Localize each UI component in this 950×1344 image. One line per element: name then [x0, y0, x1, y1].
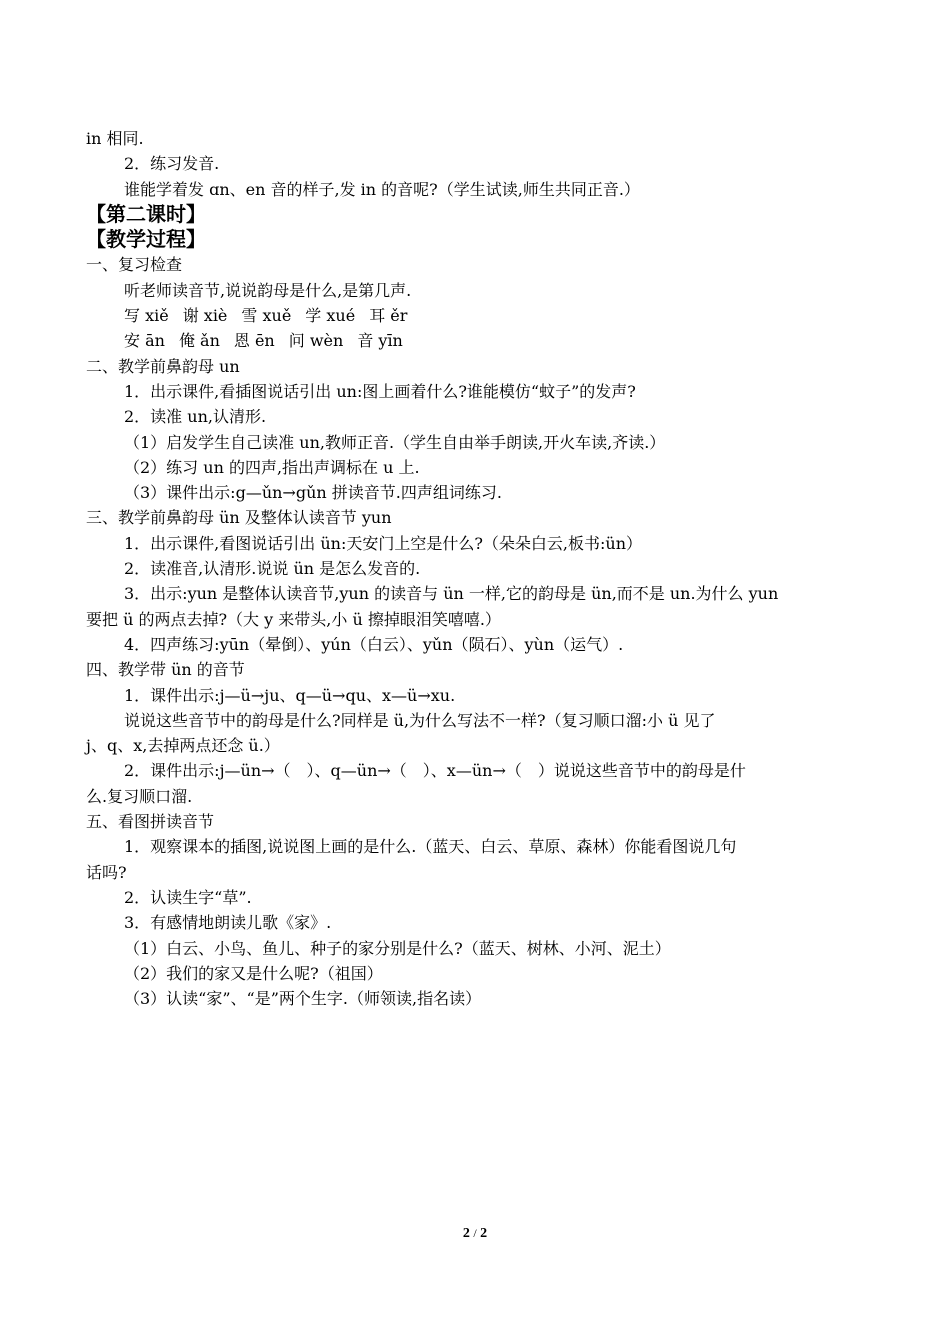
subsection-title: 五、看图拼读音节 [86, 812, 215, 832]
text-line: 要把 ü 的两点去掉?（大 y 来带头,小 ü 擦掉眼泪笑嘻嘻.） [86, 609, 501, 629]
text-line: 2．课件出示:j—ün→（ ）、q—ün→（ ）、x—ün→（ ）说说这些音节中的韵母是什 [124, 761, 746, 781]
text-line: 3．出示:yun 是整体认读音节,yun 的读音与 ün 一样,它的韵母是 ün,而不是 un.为什么 yun [124, 584, 779, 604]
page-number [0, 1226, 950, 1242]
document-body [86, 126, 864, 1011]
text-line: （3）课件出示:g—ǔn→gǔn 拼读音节.四声组词练习. [124, 483, 502, 503]
text-line: 4．四声练习:yūn（晕倒）、yún（白云）、yǔn（陨石）、yùn（运气）. [124, 634, 624, 654]
pinyin-item: 耳 ěr [369, 306, 408, 326]
text-line: 么.复习顺口溜. [86, 786, 193, 806]
subsection-title: 四、教学带 ün 的音节 [86, 660, 245, 680]
section-heading: 【第二课时】 [86, 201, 206, 226]
subsection-title: 二、教学前鼻韵母 un [86, 356, 240, 376]
pinyin-item: 安 ān [124, 331, 165, 351]
current-page: 2 [462, 1226, 470, 1241]
text-line: 2．读准音,认清形.说说 ün 是怎么发音的. [124, 559, 421, 579]
text-line: 谁能学着发 ɑn、en 音的样子,发 in 的音呢?（学生试读,师生共同正音.） [124, 179, 640, 199]
pinyin-item: 音 yīn [357, 331, 403, 351]
pinyin-row-1 [86, 303, 864, 328]
pinyin-item: 雪 xuě [241, 306, 292, 326]
text-line: 2．练习发音. [124, 154, 220, 174]
text-line: 2．读准 un,认清形. [124, 407, 267, 427]
pinyin-item: 谢 xiè [182, 306, 228, 326]
text-line: j、q、x,去掉两点还念 ü.） [86, 736, 280, 756]
subsection-title: 一、复习检查 [86, 255, 183, 275]
text-line: 说说这些音节中的韵母是什么?同样是 ü,为什么写法不一样?（复习顺口溜:小 ü 见了 [124, 710, 716, 730]
text-line: （2）练习 un 的四声,指出声调标在 u 上. [124, 457, 420, 477]
text-line: 听老师读音节,说说韵母是什么,是第几声. [124, 280, 412, 300]
pinyin-item: 俺 ǎn [178, 331, 220, 351]
text-line: 1．出示课件,看图说话引出 ün:天安门上空是什么?（朵朵白云,板书:ün） [124, 533, 643, 553]
text-line: 2．认读生字“草”. [124, 887, 252, 907]
text-line: （3）认读“家”、“是”两个生字.（师领读,指名读） [124, 989, 482, 1009]
text-line: 1．观察课本的插图,说说图上画的是什么.（蓝天、白云、草原、森林）你能看图说几句 [124, 837, 737, 857]
pinyin-item: 恩 ēn [233, 331, 275, 351]
pinyin-row-2 [86, 328, 864, 353]
section-heading: 【教学过程】 [86, 227, 206, 252]
page-separator: / [473, 1226, 477, 1240]
total-pages: 2 [480, 1226, 488, 1241]
subsection-title: 三、教学前鼻韵母 ün 及整体认读音节 yun [86, 508, 392, 528]
text-line: 话吗? [86, 862, 127, 882]
text-line: （2）我们的家又是什么呢?（祖国） [124, 963, 383, 983]
text-line: （1）白云、小鸟、鱼儿、种子的家分别是什么?（蓝天、树林、小河、泥土） [124, 938, 671, 958]
text-line: 3．有感情地朗读儿歌《家》. [124, 913, 332, 933]
pinyin-item: 写 xiě [124, 306, 169, 326]
text-line: in 相同. [86, 129, 144, 148]
pinyin-item: 学 xué [305, 306, 356, 326]
text-line: 1．出示课件,看插图说话引出 un:图上画着什么?谁能模仿“蚊子”的发声? [124, 381, 636, 401]
pinyin-item: 问 wèn [288, 331, 344, 351]
text-line: （1）启发学生自己读准 un,教师正音.（学生自由举手朗读,开火车读,齐读.） [124, 432, 666, 452]
text-line: 1．课件出示:j—ü→ju、q—ü→qu、x—ü→xu. [124, 685, 456, 705]
